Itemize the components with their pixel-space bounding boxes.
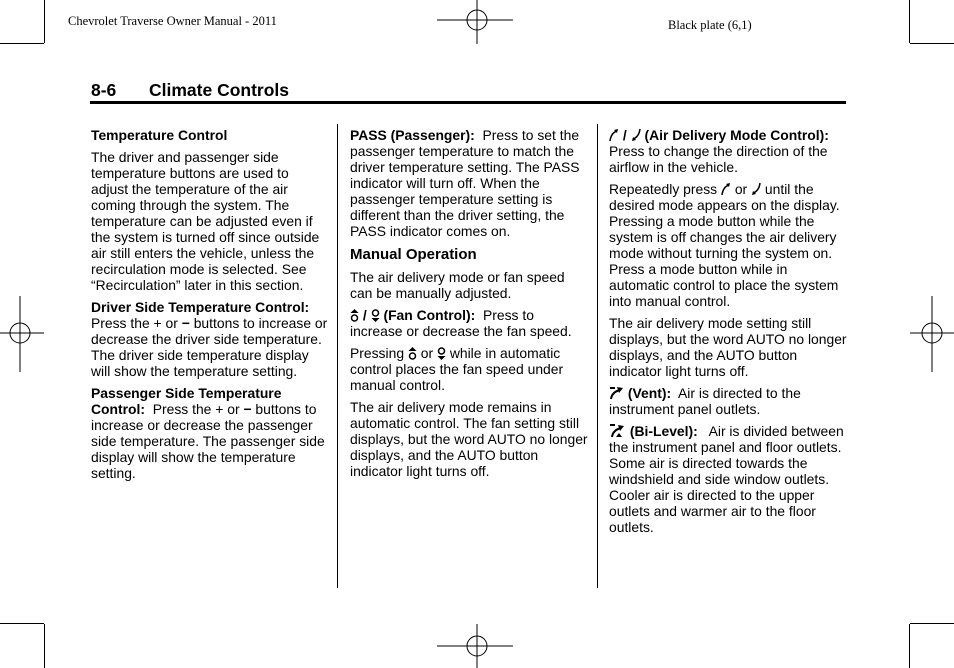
mode-down-icon [751, 182, 761, 196]
manual-operation-body: The air delivery mode or fan speed can be manually adjusted. [350, 269, 565, 301]
bi-level-label: (Bi-Level): [629, 423, 698, 439]
column-2 [350, 127, 588, 485]
repeat-paragraph: Repeatedly press or until the desired mode appears on the display. Pressing a mode button while the system is off changes the air delivery mode without turning the system on. Press a mode button while in automatic control to place the system into manual control. [609, 181, 840, 309]
driver-temp-paragraph: Driver Side Temperature Control: Press the + or − buttons to increase or decrease the driver side temperature. The driver side temperature display will show the temperature setting. [91, 299, 328, 379]
air-delivery-paragraph: / (Air Delivery Mode Control): Press to change the direction of the airflow in the vehicle. [609, 127, 829, 175]
registration-mark-top [437, 0, 517, 44]
section-title: Climate Controls [149, 80, 290, 100]
pass-paragraph: PASS (Passenger): Press to set the passenger temperature to match the driver temperature setting. The PASS indicator will turn off. When the passenger temperature setting is different than the driver setting, the PASS indicator comes on. [350, 127, 580, 239]
registration-mark-left [0, 296, 44, 372]
column-3 [609, 127, 847, 541]
setting-paragraph: The air delivery mode setting still displays, but the word AUTO no longer displays, and the AUTO button indicator light turns off. [609, 315, 847, 379]
section-number: 8-6 [91, 80, 117, 100]
mode-up-icon [721, 182, 731, 196]
temp-control-heading: Temperature Control [91, 127, 228, 143]
bi-level-paragraph: (Bi-Level): Air is divided between the instrument panel and floor outlets. Some air is directed towards the windshield and side window outlets. Cooler air is directed to the upper outlets and warmer air to the floor outlets. [609, 423, 844, 535]
running-header-title: Chevrolet Traverse Owner Manual - 2011 [68, 14, 277, 28]
running-header-plate: Black plate (6,1) [668, 18, 752, 32]
column-1 [91, 127, 329, 487]
heading-rule [90, 101, 846, 104]
fan-up-icon [408, 347, 417, 360]
column-divider-2 [597, 124, 598, 588]
passenger-temp-heading: Passenger Side Temperature Control: [91, 385, 282, 417]
fan-up-icon [350, 309, 359, 322]
section-heading [91, 80, 289, 101]
temp-control-body: The driver and passenger side temperature buttons are used to adjust the temperature of the air coming through the system. The temperature can be adjusted even if the system is turned off since outside air still enters the vehicle, unless the recirculation mode is selected. See “Recirculation” later in this section. [91, 149, 320, 293]
mode-down-icon [631, 128, 641, 142]
pass-label: PASS (Passenger): [350, 127, 475, 143]
pressing-paragraph: Pressing or while in automatic control places the fan speed under manual control. [350, 345, 564, 393]
fan-down-icon [371, 309, 380, 322]
registration-mark-right [910, 296, 954, 372]
manual-operation-heading: Manual Operation [350, 246, 477, 263]
bi-level-icon [609, 423, 626, 438]
driver-temp-heading: Driver Side Temperature Control: [91, 299, 310, 315]
vent-paragraph: (Vent): Air is directed to the instrument panel outlets. [609, 385, 801, 417]
registration-mark-bottom [437, 624, 517, 668]
fan-control-label: (Fan Control): [383, 307, 476, 323]
passenger-temp-paragraph: Passenger Side Temperature Control: Press the + or − buttons to increase or decrease the passenger side temperature. The passenger side display will show the temperature setting. [91, 385, 325, 481]
fan-down-icon [437, 347, 446, 360]
minus-sign: − [181, 315, 190, 331]
column-divider-1 [337, 124, 338, 588]
air-delivery-label: (Air Delivery Mode Control): [644, 127, 829, 143]
minus-sign: − [243, 401, 252, 417]
vent-icon [609, 385, 624, 400]
vent-label: (Vent): [627, 385, 672, 401]
fan-control-paragraph: / (Fan Control): Press to increase or decrease the fan speed. [350, 307, 572, 339]
mode-up-icon [609, 128, 619, 142]
remains-paragraph: The air delivery mode remains in automatic control. The fan setting still displays, but the word AUTO no longer displays, and the AUTO button indicator light turns off. [350, 399, 588, 479]
